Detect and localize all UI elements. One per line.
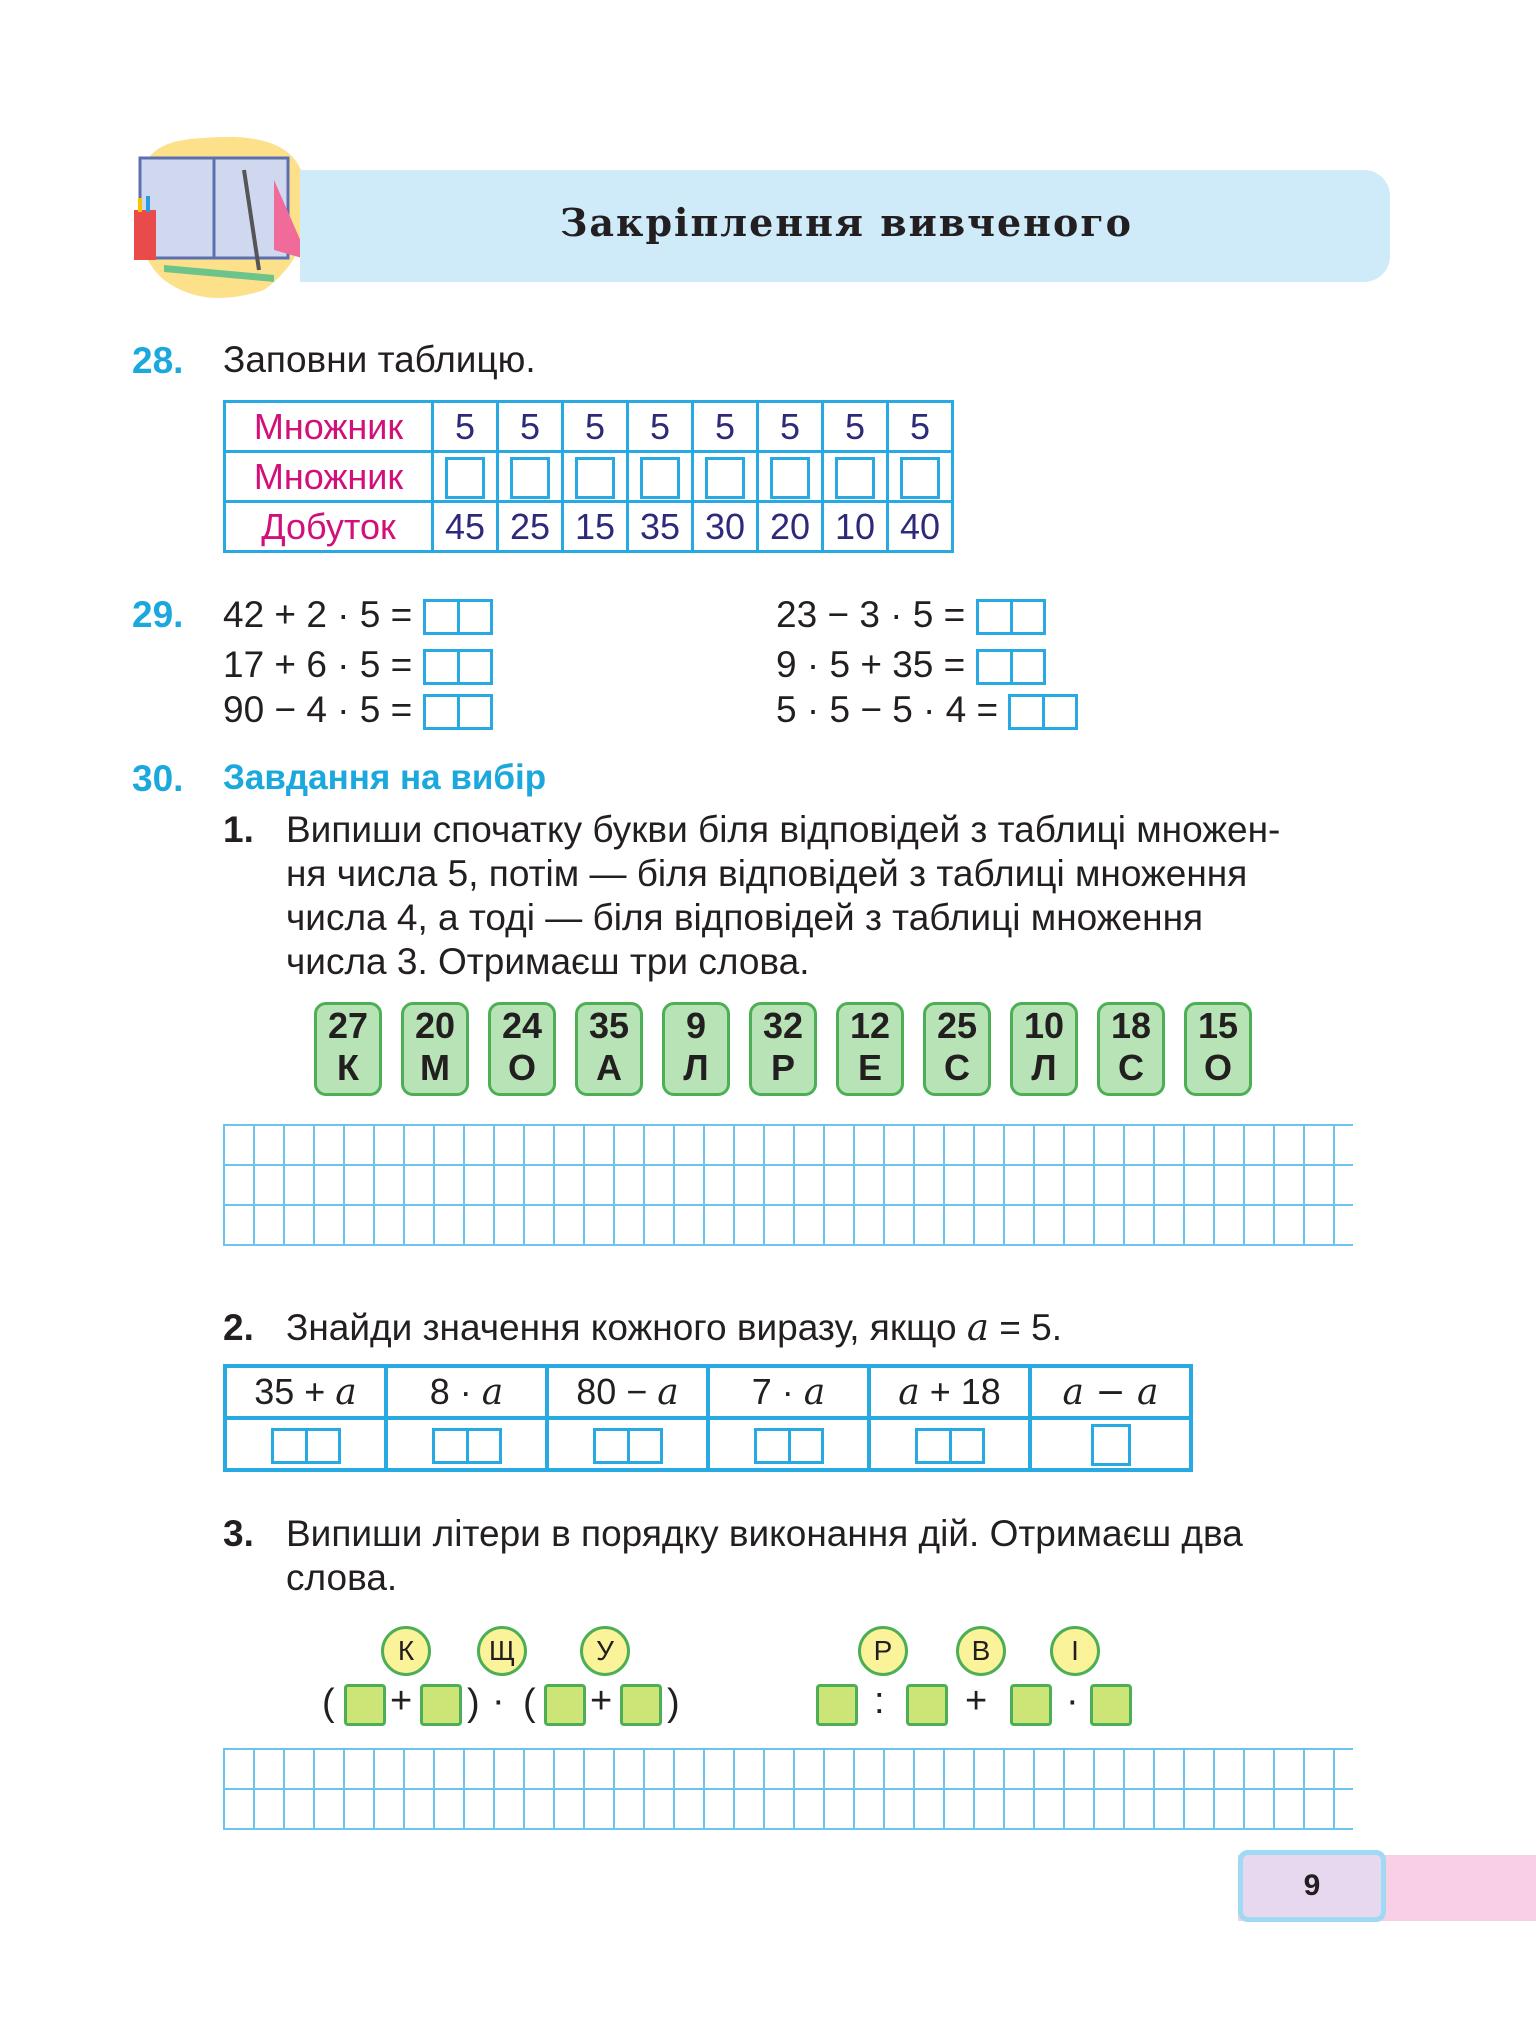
page-number: 9 xyxy=(1238,1850,1386,1922)
row-label: Множник xyxy=(225,452,433,502)
colon-sign: : xyxy=(874,1680,885,1722)
expression: 9 · 5 + 35 = xyxy=(776,644,966,685)
product-cell: 10 xyxy=(823,502,888,552)
factor-cell: 5 xyxy=(758,402,823,452)
answer-box[interactable] xyxy=(432,1428,502,1464)
answer-box[interactable] xyxy=(271,1428,341,1464)
table-row xyxy=(225,1418,1191,1470)
answer-slot[interactable] xyxy=(1090,1684,1132,1726)
answer-grid[interactable] xyxy=(223,1124,1353,1246)
factor-cell: 5 xyxy=(823,402,888,452)
answer-box[interactable] xyxy=(976,599,1046,635)
paren-open: ( xyxy=(523,1682,536,1724)
answer-box[interactable] xyxy=(835,457,875,499)
text-line: числа 4, а тоді — біля відповідей з таблиці множення xyxy=(286,897,1204,938)
expression: 17 + 6 · 5 = xyxy=(223,644,413,685)
part-3-number: 3. xyxy=(223,1513,254,1554)
letter-tile: 25 С xyxy=(923,1002,991,1096)
expression-row xyxy=(776,593,1046,637)
part-2-text: Знайди значення кожного виразу, якщо a = 5. xyxy=(286,1306,1062,1349)
answer-slot[interactable] xyxy=(1010,1684,1052,1726)
plus-sign: + xyxy=(965,1680,988,1722)
answer-slot[interactable] xyxy=(620,1684,662,1726)
expression-cell: a − a xyxy=(1030,1366,1191,1418)
letter-tile: 24 О xyxy=(488,1002,556,1096)
paren-open: ( xyxy=(322,1682,335,1724)
part-2-number: 2. xyxy=(223,1307,254,1348)
answer-box[interactable] xyxy=(575,457,615,499)
text-line: ня числа 5, потім — біля відповідей з таблиці множення xyxy=(286,853,1248,894)
table-row xyxy=(225,402,953,452)
task-number-28: 28. xyxy=(132,340,184,381)
letter-circle: Р xyxy=(858,1626,908,1676)
factor-cell: 5 xyxy=(888,402,953,452)
answer-box[interactable] xyxy=(510,457,550,499)
factor-cell: 5 xyxy=(563,402,628,452)
text-line: Випиши літери в порядку виконання дій. Отримаєш два xyxy=(286,1513,1243,1554)
part-1-text xyxy=(286,808,1346,984)
table-row xyxy=(225,1366,1191,1418)
row-label: Множник xyxy=(225,402,433,452)
letter-tile: 32 Р xyxy=(749,1002,817,1096)
plus-sign: + xyxy=(390,1680,413,1722)
factor-cell: 5 xyxy=(498,402,563,452)
task-number-29: 29. xyxy=(132,594,184,635)
expression-cell: 7 · a xyxy=(708,1366,869,1418)
notebook-illustration xyxy=(124,130,324,305)
answer-slot[interactable] xyxy=(816,1684,858,1726)
task-28-instruction: Заповни таблицю. xyxy=(223,339,536,380)
expression: 42 + 2 · 5 = xyxy=(223,594,413,635)
answer-box[interactable] xyxy=(423,599,493,635)
answer-box[interactable] xyxy=(900,457,940,499)
paren-close: ) xyxy=(467,1682,480,1724)
expression-row xyxy=(776,643,1046,687)
answer-slot[interactable] xyxy=(344,1684,386,1726)
page-title: Закріплення вивченого xyxy=(560,200,1133,245)
expression: 23 − 3 · 5 = xyxy=(776,594,966,635)
answer-box[interactable] xyxy=(754,1428,824,1464)
answer-slot[interactable] xyxy=(420,1684,462,1726)
expression-table xyxy=(223,1364,1193,1472)
expression-row xyxy=(223,688,493,732)
letter-tile: 12 Е xyxy=(836,1002,904,1096)
letter-tile: 18 С xyxy=(1097,1002,1165,1096)
task-30-heading: Завдання на вибір xyxy=(223,758,547,797)
answer-box[interactable] xyxy=(770,457,810,499)
factor-cell: 5 xyxy=(433,402,498,452)
part-1-number: 1. xyxy=(223,809,254,850)
letter-circle: В xyxy=(956,1626,1006,1676)
row-label: Добуток xyxy=(225,502,433,552)
answer-box[interactable] xyxy=(976,649,1046,685)
answer-box[interactable] xyxy=(705,457,745,499)
product-cell: 30 xyxy=(693,502,758,552)
text-line: слова. xyxy=(286,1557,398,1598)
text-line: числа 3. Отримаєш три слова. xyxy=(286,941,810,982)
letter-tile: 9 Л xyxy=(662,1002,730,1096)
expression-row xyxy=(223,643,493,687)
letter-circle: Щ xyxy=(477,1626,527,1676)
text-line: Випиши спочатку букви біля відповідей з таблиці множен- xyxy=(286,809,1281,850)
expression: 5 · 5 − 5 · 4 = xyxy=(776,689,999,730)
expression-row xyxy=(776,688,1078,732)
answer-slot[interactable] xyxy=(544,1684,586,1726)
answer-slot[interactable] xyxy=(906,1684,948,1726)
letter-tile: 27 К xyxy=(314,1002,382,1096)
answer-box[interactable] xyxy=(423,694,493,730)
part-3-text xyxy=(286,1512,1346,1600)
table-row xyxy=(225,502,953,552)
expression-cell: a + 18 xyxy=(869,1366,1030,1418)
expression: 90 − 4 · 5 = xyxy=(223,689,413,730)
expression-cell: 80 − a xyxy=(547,1366,708,1418)
answer-grid[interactable] xyxy=(223,1748,1353,1830)
letter-circle: У xyxy=(580,1626,630,1676)
answer-box[interactable] xyxy=(423,649,493,685)
product-cell: 25 xyxy=(498,502,563,552)
product-cell: 20 xyxy=(758,502,823,552)
table-row xyxy=(225,452,953,502)
answer-box[interactable] xyxy=(640,457,680,499)
answer-box[interactable] xyxy=(1008,694,1078,730)
dot-sign: · xyxy=(492,1680,505,1722)
answer-box[interactable] xyxy=(445,457,485,499)
product-cell: 45 xyxy=(433,502,498,552)
dot-sign: · xyxy=(1066,1680,1079,1722)
expression-cell: 35 + a xyxy=(225,1366,386,1418)
letter-tile: 35 А xyxy=(575,1002,643,1096)
answer-box[interactable] xyxy=(915,1428,985,1464)
letter-circle: І xyxy=(1050,1626,1100,1676)
product-cell: 35 xyxy=(628,502,693,552)
letter-tile: 10 Л xyxy=(1010,1002,1078,1096)
factor-cell: 5 xyxy=(693,402,758,452)
letter-circle: К xyxy=(381,1626,431,1676)
factor-cell: 5 xyxy=(628,402,693,452)
multiplication-table xyxy=(223,400,954,553)
expression-row xyxy=(223,593,493,637)
product-cell: 15 xyxy=(563,502,628,552)
answer-box[interactable] xyxy=(1091,1424,1131,1466)
product-cell: 40 xyxy=(888,502,953,552)
task-number-30: 30. xyxy=(132,758,184,799)
letter-tile: 15 О xyxy=(1184,1002,1252,1096)
answer-box[interactable] xyxy=(593,1428,663,1464)
paren-close: ) xyxy=(667,1682,680,1724)
plus-sign: + xyxy=(590,1680,613,1722)
letter-tile: 20 М xyxy=(401,1002,469,1096)
expression-cell: 8 · a xyxy=(386,1366,547,1418)
